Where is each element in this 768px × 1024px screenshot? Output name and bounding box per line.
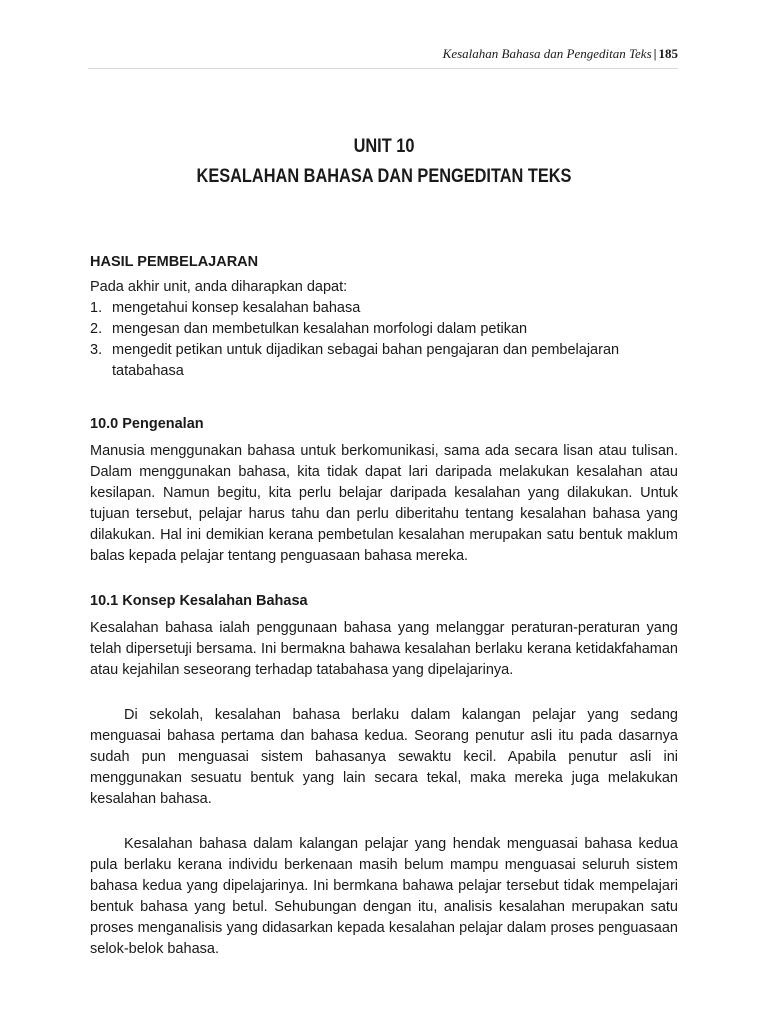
header-title: Kesalahan Bahasa dan Pengeditan Teks — [442, 46, 652, 61]
list-item — [90, 319, 678, 340]
unit-number: UNIT 10 — [353, 136, 415, 157]
introduction-heading: 10.0 Pengenalan — [90, 416, 204, 432]
concept-paragraph-1: Kesalahan bahasa ialah penggunaan bahasa yang melanggar peraturan-peraturan yang telah dipersetuji bersama. Ini bermakna bahawa kesalahan berlaku kerana ketidakfahaman atau kejahilan seseorang terhadap tatabahasa yang dipelajarinya. — [90, 620, 678, 678]
unit-title: KESALAHAN BAHASA DAN PENGEDITAN TEKS — [196, 166, 572, 187]
list-item-number: 1. — [90, 300, 103, 316]
concept-paragraph-2: Di sekolah, kesalahan bahasa berlaku dalam kalangan pelajar yang sedang menguasai bahasa pertama dan bahasa kedua. Seorang penutur asli itu pada dasarnya sudah pun menguasai sistem bahasanya sewaktu kecil. Apabila penutur asli ini menggunakan sesuatu bentuk yang lain secara tekal, maka mereka juga melakukan kesalahan bahasa. — [90, 707, 678, 807]
list-item-text: mengedit petikan untuk dijadikan sebagai bahan pengajaran dan pembelajaran tatabahasa — [112, 342, 620, 379]
introduction-paragraph: Manusia menggunakan bahasa untuk berkomunikasi, sama ada secara lisan atau tulisan. Dalam menggunakan bahasa, kita tidak dapat lari daripada melakukan kesalahan atau kesilapan. Namun begitu, kita perlu belajar daripada kesalahan yang dilakukan. Untuk tujuan tersebut, pelajar harus tahu dan perlu diberitahu tentang kesalahan bahasa yang dilakukan. Hal ini demikian kerana pembetulan kesalahan merupakan satu bentuk maklum balas kepada pelajar tentang penguasaan bahasa mereka. — [90, 443, 678, 564]
list-item — [90, 298, 678, 319]
learning-outcomes-section — [90, 252, 678, 382]
list-item-text: mengetahui konsep kesalahan bahasa — [112, 300, 361, 316]
running-header — [88, 46, 678, 69]
list-item-text: mengesan dan membetulkan kesalahan morfologi dalam petikan — [112, 321, 528, 337]
learning-outcomes-intro: Pada akhir unit, anda diharapkan dapat: — [90, 279, 348, 295]
header-separator: | — [653, 46, 657, 61]
page-body — [90, 132, 678, 960]
list-item-number: 3. — [90, 342, 103, 358]
concept-heading: 10.1 Konsep Kesalahan Bahasa — [90, 593, 308, 609]
concept-paragraph-3: Kesalahan bahasa dalam kalangan pelajar yang hendak menguasai bahasa kedua pula berlaku kerana individu berkenaan masih belum mampu menguasai seluruh sistem bahasa kedua yang dipelajarinya. Ini bermkana bahawa pelajar tersebut tidak mempelajari bentuk bahasa yang betul. Sehubungan dengan itu, analisis kesalahan merupakan satu proses menganalisis yang didasarkan kepada kesalahan pelajar dalam proses penguasaan selok-belok bahasa. — [90, 836, 678, 957]
learning-outcomes-list — [90, 298, 678, 382]
concept-section — [90, 591, 678, 960]
learning-outcomes-heading: HASIL PEMBELAJARAN — [90, 254, 259, 270]
introduction-section — [90, 414, 678, 567]
list-item — [90, 340, 678, 382]
list-item-number: 2. — [90, 321, 103, 337]
page-number: 185 — [658, 46, 678, 61]
